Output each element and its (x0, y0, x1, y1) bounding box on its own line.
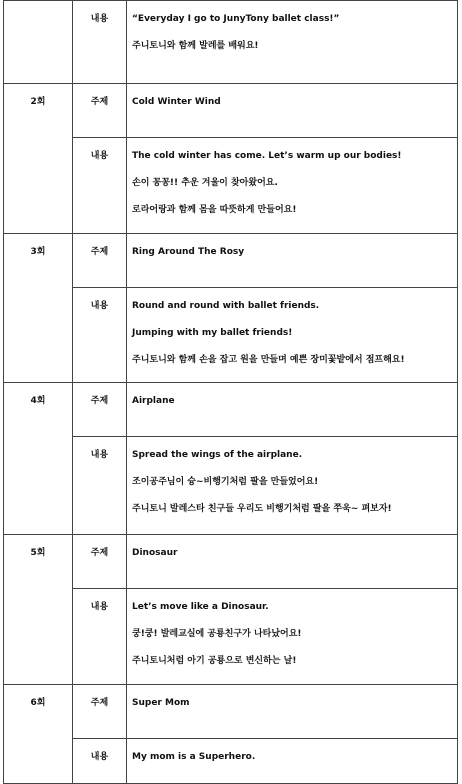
subject-cell (127, 535, 458, 589)
content-line: 주니토니와 함께 발레를 배워요! (132, 41, 259, 51)
subject-label-cell (73, 383, 127, 437)
content-label: 내용 (90, 450, 109, 460)
subject-title: Airplane (132, 396, 175, 406)
content-line: 로라어랑과 함께 몸을 따뜻하게 만들어요! (132, 205, 297, 215)
subject-label: 주제 (90, 97, 109, 107)
session-3-content-row (4, 288, 458, 383)
subject-label-cell (73, 535, 127, 589)
session-number: 6회 (4, 685, 73, 784)
subject-title: Ring Around The Rosy (132, 247, 245, 257)
subject-label: 주제 (90, 548, 109, 558)
curriculum-table-page (3, 0, 457, 762)
content-label: 내용 (90, 151, 109, 161)
curriculum-table (3, 0, 458, 784)
content-label-cell (73, 1, 127, 84)
session-6-content-row (4, 739, 458, 784)
content-cell (127, 138, 458, 234)
content-label-cell (73, 739, 127, 784)
content-line: The cold winter has come. Let’s warm up our bodies! (132, 151, 402, 161)
content-label: 내용 (90, 14, 109, 24)
content-cell (127, 437, 458, 535)
content-cell (127, 589, 458, 685)
subject-label-cell (73, 234, 127, 288)
subject-label-cell (73, 84, 127, 138)
content-cell (127, 739, 458, 784)
subject-title: Super Mom (132, 698, 190, 708)
content-line: “Everyday I go to JunyTony ballet class!” (132, 14, 340, 24)
content-line: My mom is a Superhero. (132, 752, 256, 762)
subject-cell (127, 84, 458, 138)
content-label-cell (73, 288, 127, 383)
content-cell (127, 288, 458, 383)
session-1-content-row (4, 1, 458, 84)
content-label: 내용 (90, 602, 109, 612)
content-label: 내용 (90, 301, 109, 311)
content-line: 쿵!쿵! 발레교실에 공룡친구가 나타났어요! (132, 629, 302, 639)
content-line: 손이 꽁꽁!! 추운 겨울이 찾아왔어요. (132, 178, 278, 188)
session-number: 4회 (4, 383, 73, 535)
content-line: Round and round with ballet friends. (132, 301, 320, 311)
content-line: Spread the wings of the airplane. (132, 450, 303, 460)
subject-cell (127, 383, 458, 437)
subject-label: 주제 (90, 698, 109, 708)
session-number: 3회 (4, 234, 73, 383)
subject-label-cell (73, 685, 127, 739)
content-line: Jumping with my ballet friends! (132, 328, 293, 338)
content-line: Let’s move like a Dinosaur. (132, 602, 269, 612)
session-4-subject-row (4, 383, 458, 437)
session-4-content-row (4, 437, 458, 535)
content-label-cell (73, 138, 127, 234)
session-number-cell-empty (4, 1, 73, 84)
subject-cell (127, 234, 458, 288)
session-5-content-row (4, 589, 458, 685)
content-label-cell (73, 589, 127, 685)
session-number: 5회 (4, 535, 73, 685)
subject-title: Cold Winter Wind (132, 97, 221, 107)
content-line: 조이공주님이 슝~비행기처럼 팔을 만들었어요! (132, 477, 319, 487)
subject-cell (127, 685, 458, 739)
content-label: 내용 (90, 752, 109, 762)
session-2-content-row (4, 138, 458, 234)
content-line: 주니토니 발레스타 친구들 우리도 비행기처럼 팔을 쭈욱~ 펴보자! (132, 504, 392, 514)
subject-label: 주제 (90, 247, 109, 257)
content-line: 주니토니처럼 아기 공룡으로 변신하는 날! (132, 656, 297, 666)
session-6-subject-row (4, 685, 458, 739)
content-line: 주니토니와 함께 손을 잡고 원을 만들며 예쁜 장미꽃밭에서 점프해요! (132, 355, 405, 365)
subject-label: 주제 (90, 396, 109, 406)
session-5-subject-row (4, 535, 458, 589)
content-cell (127, 1, 458, 84)
session-number: 2회 (4, 84, 73, 234)
session-3-subject-row (4, 234, 458, 288)
subject-title: Dinosaur (132, 548, 178, 558)
session-2-subject-row (4, 84, 458, 138)
content-label-cell (73, 437, 127, 535)
